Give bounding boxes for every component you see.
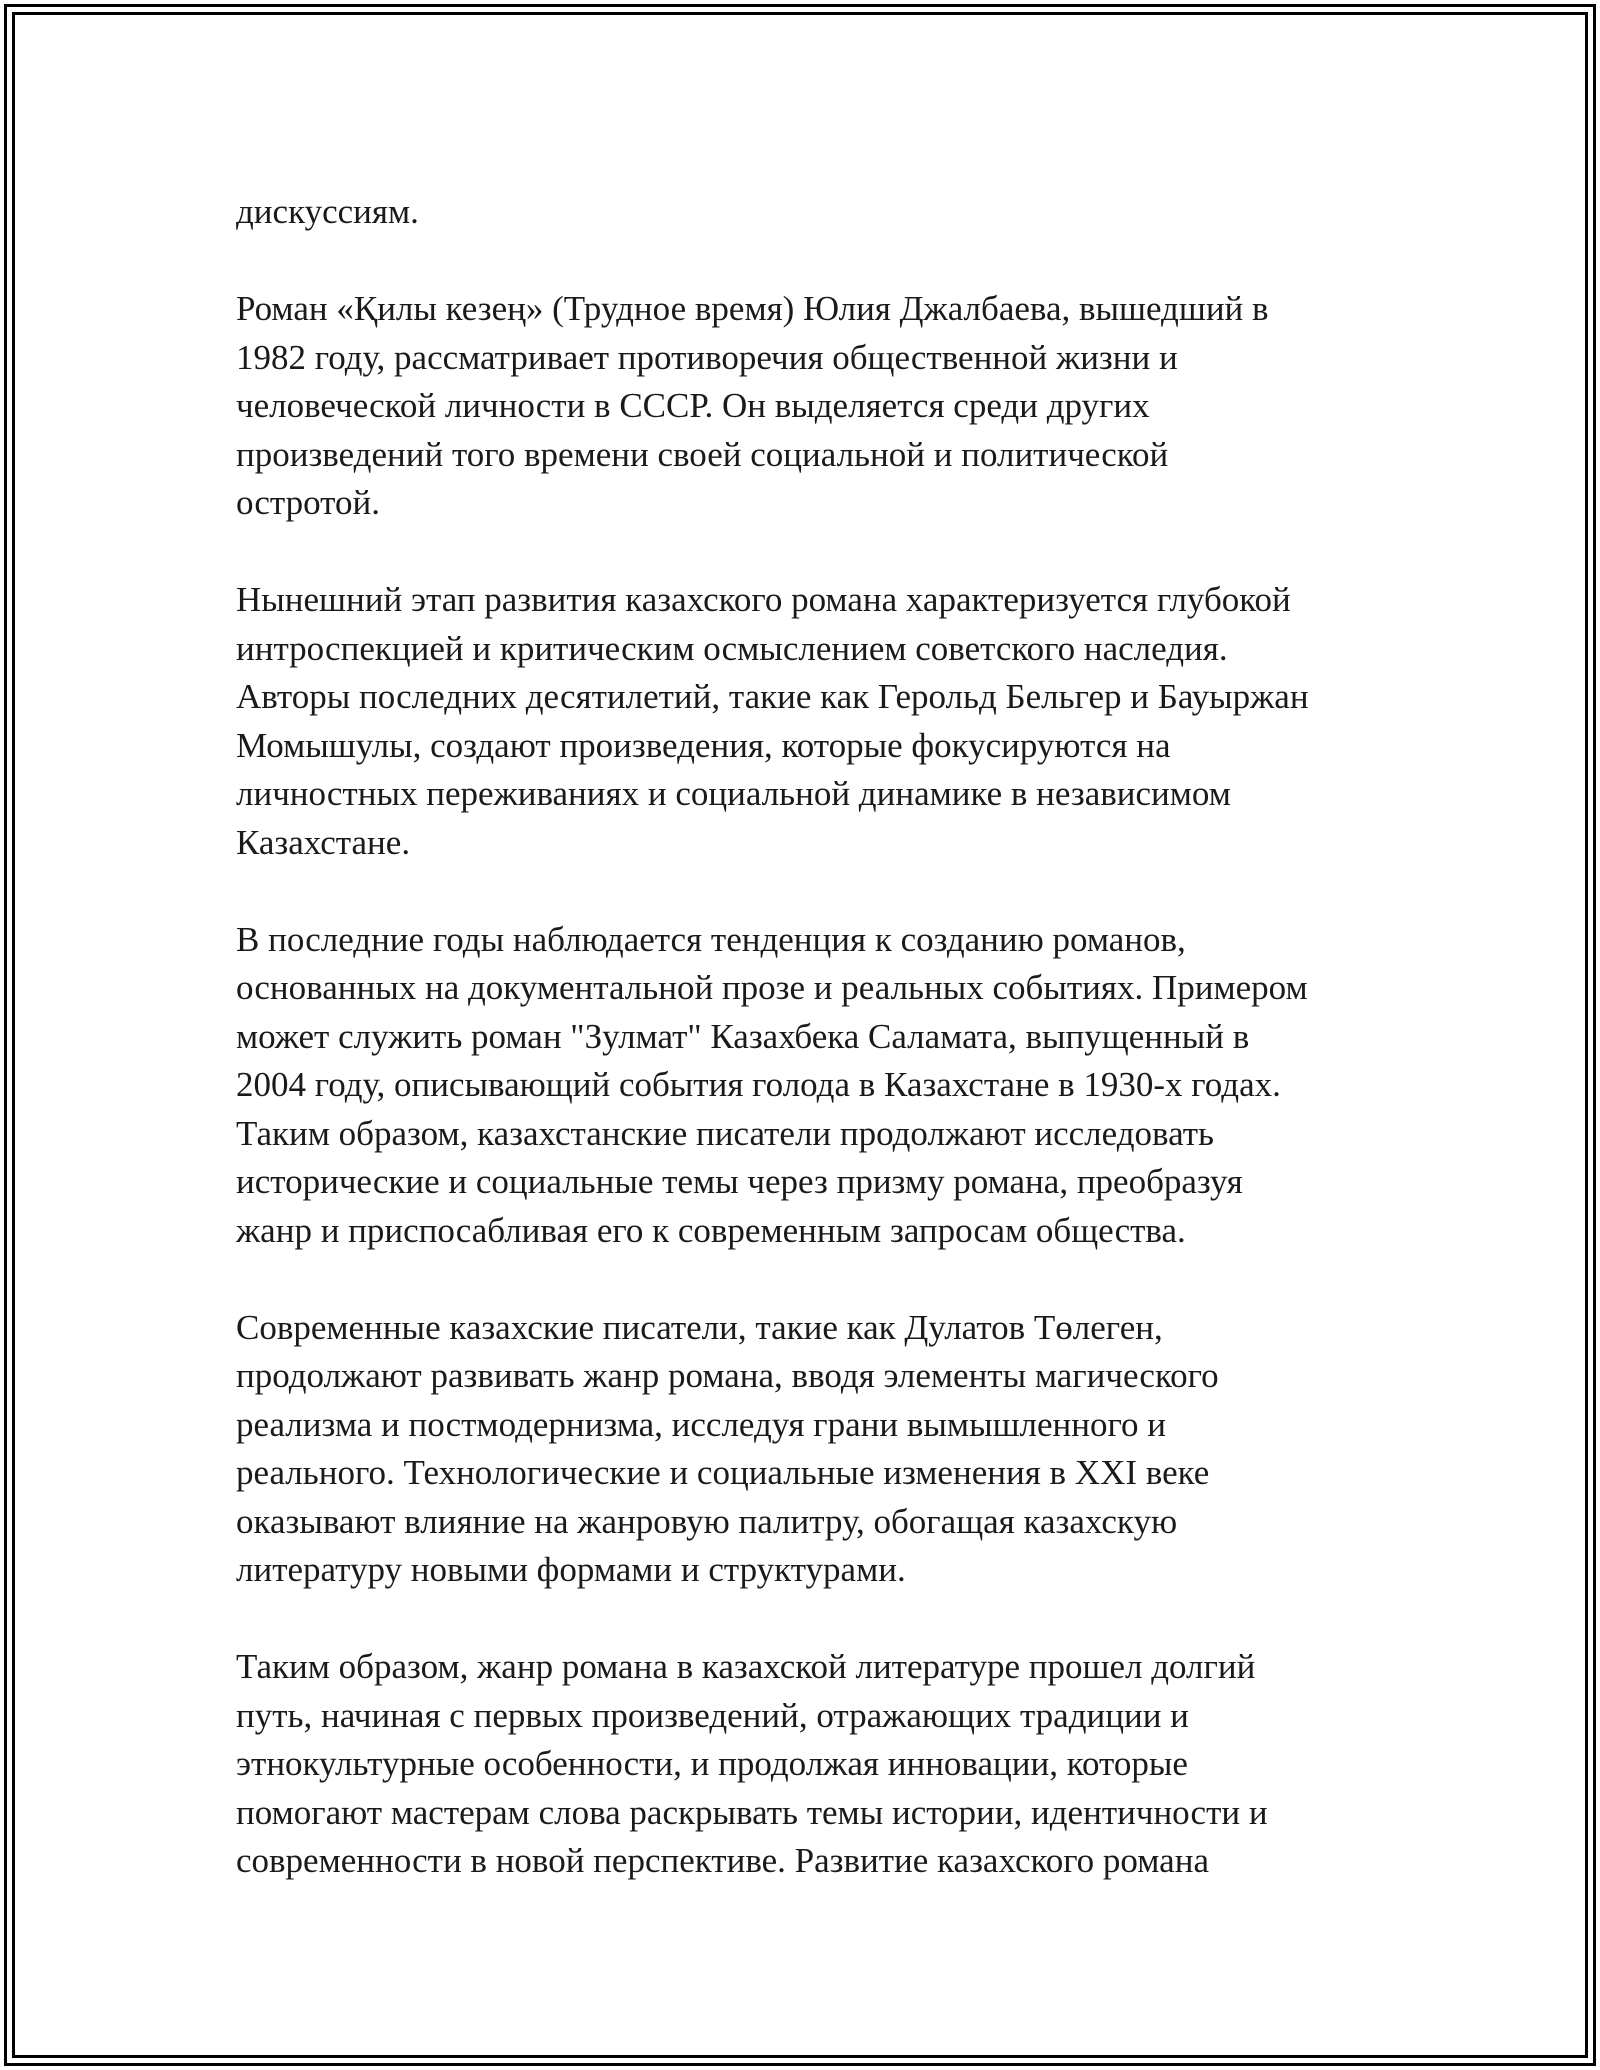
paragraph-documentary-prose: В последние годы наблюдается тенденция к созданию романов, основанных на документальной прозе и реальных событиях. Примером может служить роман "Зулмат" Казахбека Саламата, выпущенный в 2004 году, описывающий события голода в Казахстане в 1930-х годах. Таким образом, казахстанские писатели продолжают исследовать исторические и социальные темы через призму романа, преобразуя жанр и приспосабливая его к современным запросам общества. (236, 919, 1308, 1250)
paragraph-conclusion: Таким образом, жанр романа в казахской литературе прошел долгий путь, начиная с первых произведений, отражающих традиции и этнокультурные особенности, и продолжая инновации, которые помогают мастерам слова раскрывать темы истории, идентичности и современности в новой перспективе. Развитие казахского романа (236, 1647, 1268, 1880)
paragraph-kily-kezen: Роман «Қилы кезең» (Трудное время) Юлия Джалбаева, вышедший в 1982 году, рассматривает противоречия общественной жизни и человеческой личности в СССР. Он выделяется среди других произведений того времени своей социальной и политической остротой. (236, 289, 1269, 522)
document-body (236, 188, 1376, 1934)
paragraph-modern-writers: Современные казахские писатели, такие как Дулатов Төлеген, продолжают развивать жанр романа, вводя элементы магического реализма и постмодернизма, исследуя грани вымышленного и реального. Технологические и социальные изменения в XXI веке оказывают влияние на жанровую палитру, обогащая казахскую литературу новыми формами и структурами. (236, 1307, 1219, 1589)
paragraph-continuation: дискуссиям. (236, 192, 419, 231)
paragraph-current-stage: Нынешний этап развития казахского романа характеризуется глубокой интроспекцией и критическим осмыслением советского наследия. Авторы последних десятилетий, такие как Герольд Бельгер и Бауыржан Момышулы, создают произведения, которые фокусируются на личностных переживаниях и социальной динамике в независимом Казахстане. (236, 580, 1309, 862)
